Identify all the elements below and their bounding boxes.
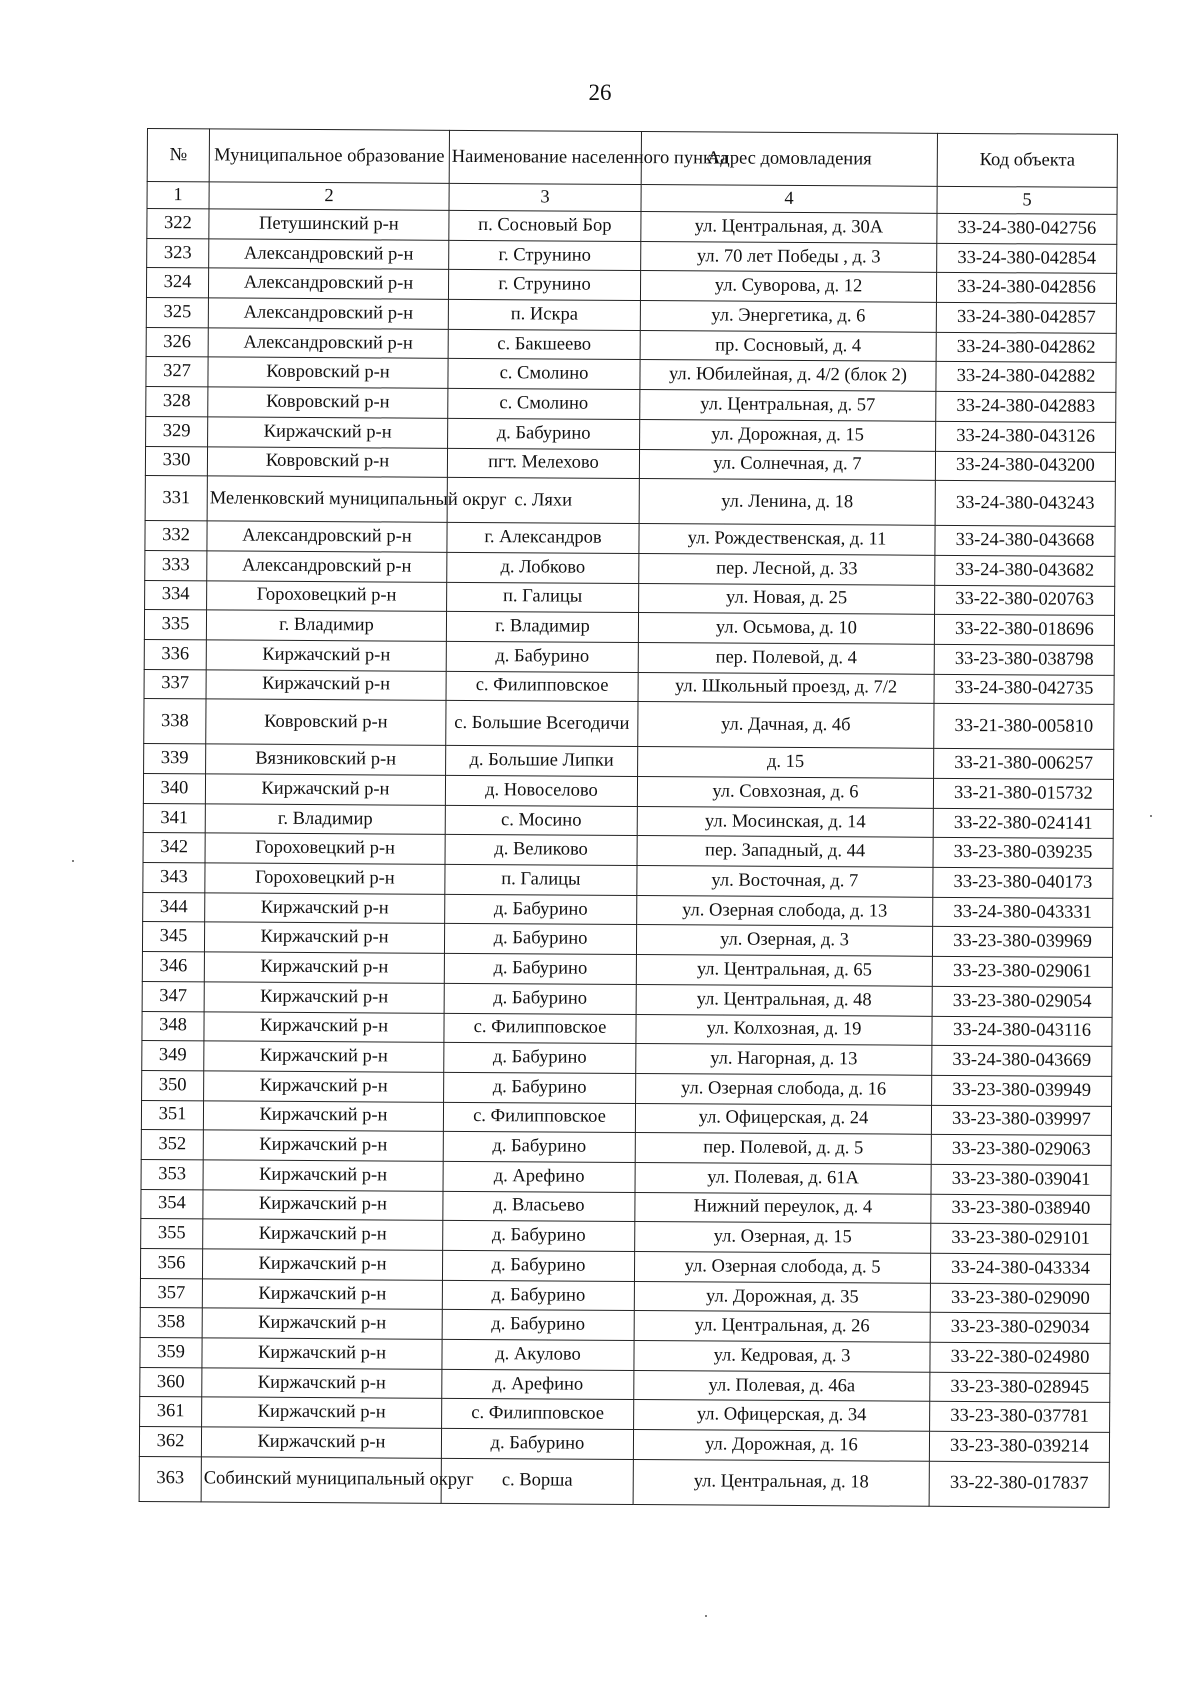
cell-row-number: 363 (139, 1456, 201, 1501)
cell-municipality: Ковровский р-н (208, 387, 448, 418)
cell-object-code: 33-24-380-043243 (935, 481, 1115, 527)
cell-row-number: 341 (143, 803, 205, 833)
cell-municipality: Киржачский р-н (202, 1397, 442, 1428)
cell-settlement: д. Бабурино (443, 1221, 635, 1252)
cell-row-number: 331 (145, 476, 207, 521)
cell-settlement: с. Мосино (445, 805, 637, 836)
cell-address: ул. Дорожная, д. 35 (634, 1281, 930, 1312)
cell-municipality: Киржачский р-н (205, 774, 445, 805)
cell-municipality: г. Владимир (205, 804, 445, 835)
cell-municipality: Киржачский р-н (208, 417, 448, 448)
cell-object-code: 33-23-380-039949 (932, 1075, 1112, 1106)
cell-municipality: Киржачский р-н (205, 893, 445, 924)
cell-municipality: Киржачский р-н (204, 1041, 444, 1072)
cell-object-code: 33-22-380-018696 (934, 615, 1114, 646)
cell-row-number: 342 (143, 833, 205, 863)
cell-row-number: 349 (142, 1041, 204, 1071)
cell-address: ул. Озерная слобода, д. 5 (634, 1251, 930, 1282)
scan-speck (705, 1615, 707, 1617)
cell-municipality: Петушинский р-н (209, 209, 449, 240)
cell-object-code: 33-23-380-029063 (931, 1135, 1111, 1166)
cell-object-code: 33-21-380-006257 (934, 749, 1114, 780)
cell-address: ул. Центральная, д. 57 (640, 390, 936, 421)
cell-object-code: 33-23-380-040173 (933, 867, 1113, 898)
cell-row-number: 340 (143, 773, 205, 803)
cell-address: ул. Школьный проезд, д. 7/2 (638, 672, 934, 703)
cell-settlement: д. Бабурино (441, 1428, 633, 1459)
registry-table-wrapper (139, 128, 1117, 1508)
column-number: 5 (937, 186, 1117, 214)
cell-municipality: Киржачский р-н (204, 1011, 444, 1042)
table-row (139, 1456, 1109, 1507)
cell-row-number: 347 (142, 981, 204, 1011)
cell-row-number: 325 (146, 298, 208, 328)
cell-settlement: с. Ворша (441, 1458, 633, 1504)
cell-row-number: 358 (140, 1308, 202, 1338)
cell-municipality: г. Владимир (206, 610, 446, 641)
column-number: 2 (209, 182, 449, 210)
cell-row-number: 322 (147, 209, 209, 239)
cell-row-number: 360 (140, 1367, 202, 1397)
cell-object-code: 33-24-380-043116 (932, 1016, 1112, 1047)
cell-address: ул. Дачная, д. 4б (638, 702, 934, 749)
cell-address: ул. 70 лет Победы , д. 3 (641, 241, 937, 272)
cell-row-number: 328 (146, 387, 208, 417)
cell-municipality: Киржачский р-н (202, 1279, 442, 1310)
cell-address: ул. Восточная, д. 7 (637, 866, 933, 897)
cell-row-number: 323 (147, 238, 209, 268)
scan-speck (1150, 815, 1152, 817)
cell-settlement: д. Бабурино (448, 418, 640, 449)
cell-settlement: д. Новоселово (445, 775, 637, 806)
cell-object-code: 33-21-380-005810 (934, 704, 1114, 750)
cell-object-code: 33-24-380-042756 (937, 213, 1117, 244)
cell-municipality: Александровский р-н (208, 298, 448, 329)
cell-row-number: 343 (143, 863, 205, 893)
cell-address: ул. Кедровая, д. 3 (634, 1341, 930, 1372)
cell-address: ул. Центральная, д. 65 (636, 955, 932, 986)
cell-row-number: 339 (144, 744, 206, 774)
cell-settlement: д. Великово (445, 835, 637, 866)
cell-row-number: 346 (142, 952, 204, 982)
cell-address: ул. Центральная, д. 48 (636, 984, 932, 1015)
cell-address: ул. Центральная, д. 26 (634, 1311, 930, 1342)
cell-row-number: 345 (142, 922, 204, 952)
cell-object-code: 33-24-380-042883 (936, 391, 1116, 422)
cell-address: ул. Колхозная, д. 19 (636, 1014, 932, 1045)
cell-settlement: с. Филипповское (446, 671, 638, 702)
cell-row-number: 330 (145, 446, 207, 476)
cell-object-code: 33-24-380-042882 (936, 362, 1116, 393)
cell-settlement: д. Бабурино (446, 641, 638, 672)
cell-municipality: Киржачский р-н (204, 1071, 444, 1102)
cell-row-number: 329 (146, 416, 208, 446)
cell-municipality: Киржачский р-н (202, 1338, 442, 1369)
cell-settlement: д. Бабурино (444, 1072, 636, 1103)
cell-object-code: 33-24-380-042857 (936, 302, 1116, 333)
cell-address: ул. Рождественская, д. 11 (639, 524, 935, 555)
cell-municipality: Киржачский р-н (202, 1368, 442, 1399)
cell-row-number: 357 (140, 1278, 202, 1308)
cell-object-code: 33-22-380-020763 (935, 585, 1115, 616)
cell-address: ул. Суворова, д. 12 (640, 271, 936, 302)
cell-municipality: Киржачский р-н (203, 1160, 443, 1191)
registry-table (139, 128, 1118, 1508)
scan-speck (72, 860, 74, 862)
cell-row-number: 335 (144, 610, 206, 640)
cell-row-number: 332 (145, 521, 207, 551)
cell-row-number: 344 (143, 892, 205, 922)
cell-address: пер. Полевой, д. 4 (638, 642, 934, 673)
cell-object-code: 33-21-380-015732 (933, 778, 1113, 809)
cell-settlement: п. Искра (448, 299, 640, 330)
cell-address: ул. Дорожная, д. 15 (640, 419, 936, 450)
cell-settlement: д. Арефино (443, 1161, 635, 1192)
cell-settlement: д. Бабурино (443, 1132, 635, 1163)
cell-settlement: д. Лобково (447, 552, 639, 583)
cell-municipality: Вязниковский р-н (206, 744, 446, 775)
cell-municipality: Киржачский р-н (206, 669, 446, 700)
cell-object-code: 33-23-380-037781 (930, 1402, 1110, 1433)
cell-settlement: г. Александров (447, 523, 639, 554)
cell-settlement: с. Смолино (448, 359, 640, 390)
cell-object-code: 33-23-380-039969 (932, 927, 1112, 958)
cell-row-number: 348 (142, 1011, 204, 1041)
cell-object-code: 33-24-380-043668 (935, 526, 1115, 557)
cell-municipality: Александровский р-н (208, 328, 448, 359)
header-settlement: Наименование населенного пункта (449, 130, 641, 184)
header-municipality: Муниципальное образование (209, 129, 449, 183)
header-address: Адрес домовладения (641, 132, 937, 187)
header-object-code: Код объекта (937, 133, 1117, 187)
cell-object-code: 33-24-380-043331 (933, 897, 1113, 928)
cell-row-number: 337 (144, 669, 206, 699)
cell-municipality: Ковровский р-н (207, 446, 447, 477)
cell-settlement: с. Бакшеево (448, 329, 640, 360)
cell-municipality: Гороховецкий р-н (207, 580, 447, 611)
cell-row-number: 353 (141, 1159, 203, 1189)
cell-settlement: с. Филипповское (443, 1102, 635, 1133)
cell-municipality: Киржачский р-н (202, 1308, 442, 1339)
cell-object-code: 33-23-380-038940 (931, 1194, 1111, 1225)
cell-settlement: п. Галицы (447, 582, 639, 613)
cell-municipality: Киржачский р-н (203, 1100, 443, 1131)
cell-municipality: Гороховецкий р-н (205, 833, 445, 864)
table-row (145, 476, 1115, 527)
cell-settlement: г. Струнино (448, 270, 640, 301)
cell-settlement: с. Большие Всегодичи (446, 701, 638, 747)
cell-address: пр. Сосновый, д. 4 (640, 330, 936, 361)
cell-row-number: 324 (146, 268, 208, 298)
cell-object-code: 33-24-380-042735 (934, 674, 1114, 705)
cell-settlement: д. Бабурино (444, 953, 636, 984)
cell-settlement: п. Галицы (445, 864, 637, 895)
cell-address: ул. Солнечная, д. 7 (639, 449, 935, 480)
cell-address: ул. Полевая, д. 46а (634, 1370, 930, 1401)
cell-object-code: 33-24-380-043200 (935, 451, 1115, 482)
column-number: 4 (641, 185, 937, 214)
cell-row-number: 356 (140, 1248, 202, 1278)
cell-address: ул. Совхозная, д. 6 (637, 777, 933, 808)
cell-address: ул. Полевая, д. 61А (635, 1162, 931, 1193)
cell-settlement: пгт. Мелехово (447, 448, 639, 479)
cell-row-number: 362 (139, 1427, 201, 1457)
cell-settlement: д. Бабурино (442, 1310, 634, 1341)
cell-object-code: 33-23-380-039235 (933, 838, 1113, 869)
cell-address: ул. Озерная слобода, д. 13 (637, 895, 933, 926)
cell-municipality: Собинский муниципальный округ (201, 1457, 441, 1503)
cell-object-code: 33-24-380-042856 (936, 273, 1116, 304)
cell-object-code: 33-23-380-039997 (931, 1105, 1111, 1136)
cell-row-number: 355 (141, 1219, 203, 1249)
cell-address: ул. Энергетика, д. 6 (640, 301, 936, 332)
table-header (147, 129, 1117, 215)
cell-settlement: д. Бабурино (445, 894, 637, 925)
cell-object-code: 33-23-380-039041 (931, 1164, 1111, 1195)
cell-municipality: Киржачский р-н (201, 1427, 441, 1458)
cell-address: ул. Центральная, д. 30А (641, 212, 937, 243)
cell-municipality: Меленковский муниципальный округ (207, 476, 447, 522)
table-row (144, 699, 1114, 750)
cell-object-code: 33-24-380-043682 (935, 555, 1115, 586)
cell-municipality: Киржачский р-н (203, 1130, 443, 1161)
cell-object-code: 33-22-380-024980 (930, 1342, 1110, 1373)
cell-settlement: г. Струнино (449, 240, 641, 271)
cell-municipality: Ковровский р-н (206, 699, 446, 745)
cell-settlement: д. Акулово (442, 1339, 634, 1370)
cell-object-code: 33-23-380-029034 (930, 1313, 1110, 1344)
cell-address: ул. Юбилейная, д. 4/2 (блок 2) (640, 360, 936, 391)
cell-address: ул. Осьмова, д. 10 (638, 613, 934, 644)
cell-address: Нижний переулок, д. 4 (635, 1192, 931, 1223)
cell-address: ул. Мосинская, д. 14 (637, 806, 933, 837)
cell-address: ул. Офицерская, д. 24 (635, 1103, 931, 1134)
cell-row-number: 359 (140, 1338, 202, 1368)
cell-address: ул. Нагорная, д. 13 (636, 1044, 932, 1075)
cell-municipality: Киржачский р-н (204, 952, 444, 983)
cell-municipality: Александровский р-н (207, 521, 447, 552)
cell-row-number: 350 (142, 1070, 204, 1100)
cell-address: пер. Полевой, д. д. 5 (635, 1133, 931, 1164)
cell-settlement: д. Власьево (443, 1191, 635, 1222)
cell-municipality: Киржачский р-н (204, 922, 444, 953)
cell-object-code: 33-24-380-043126 (936, 421, 1116, 452)
page-number: 26 (588, 80, 612, 105)
column-number: 1 (147, 182, 209, 209)
cell-municipality: Киржачский р-н (203, 1219, 443, 1250)
cell-settlement: д. Бабурино (444, 1043, 636, 1074)
cell-row-number: 336 (144, 639, 206, 669)
cell-row-number: 334 (145, 580, 207, 610)
cell-address: ул. Новая, д. 25 (639, 583, 935, 614)
cell-municipality: Киржачский р-н (202, 1249, 442, 1280)
cell-address: д. 15 (638, 747, 934, 778)
cell-row-number: 338 (144, 699, 206, 744)
cell-settlement: п. Сосновый Бор (449, 210, 641, 241)
cell-row-number: 354 (141, 1189, 203, 1219)
table-body (139, 209, 1117, 1508)
cell-object-code: 33-22-380-017837 (929, 1461, 1109, 1507)
cell-settlement: д. Бабурино (444, 983, 636, 1014)
cell-address: пер. Лесной, д. 33 (639, 553, 935, 584)
cell-row-number: 326 (146, 327, 208, 357)
cell-address: ул. Дорожная, д. 16 (633, 1430, 929, 1461)
cell-settlement: г. Владимир (446, 612, 638, 643)
cell-settlement: д. Бабурино (442, 1250, 634, 1281)
cell-object-code: 33-23-380-029101 (931, 1224, 1111, 1255)
cell-municipality: Александровский р-н (207, 551, 447, 582)
cell-address: ул. Озерная, д. 15 (635, 1222, 931, 1253)
header-number: № (147, 129, 209, 182)
cell-address: ул. Центральная, д. 18 (633, 1459, 929, 1506)
cell-municipality: Александровский р-н (208, 268, 448, 299)
cell-municipality: Гороховецкий р-н (205, 863, 445, 894)
cell-object-code: 33-23-380-029061 (932, 956, 1112, 987)
column-number: 3 (449, 183, 641, 211)
cell-settlement: д. Бабурино (442, 1280, 634, 1311)
cell-object-code: 33-22-380-024141 (933, 808, 1113, 839)
cell-row-number: 352 (141, 1130, 203, 1160)
cell-address: ул. Озерная, д. 3 (636, 925, 932, 956)
cell-settlement: с. Ляхи (447, 478, 639, 524)
cell-settlement: д. Большие Липки (446, 746, 638, 777)
cell-object-code: 33-24-380-042854 (937, 243, 1117, 274)
cell-settlement: с. Филипповское (444, 1013, 636, 1044)
cell-object-code: 33-23-380-029090 (930, 1283, 1110, 1314)
cell-object-code: 33-23-380-029054 (932, 986, 1112, 1017)
cell-row-number: 327 (146, 357, 208, 387)
cell-object-code: 33-23-380-039214 (929, 1431, 1109, 1462)
cell-object-code: 33-23-380-038798 (934, 644, 1114, 675)
cell-address: ул. Озерная слобода, д. 16 (636, 1073, 932, 1104)
cell-row-number: 351 (141, 1100, 203, 1130)
cell-settlement: с. Филипповское (442, 1399, 634, 1430)
cell-object-code: 33-24-380-042862 (936, 332, 1116, 363)
cell-municipality: Ковровский р-н (208, 357, 448, 388)
cell-object-code: 33-24-380-043669 (932, 1045, 1112, 1076)
cell-municipality: Александровский р-н (209, 239, 449, 270)
cell-municipality: Киржачский р-н (206, 640, 446, 671)
cell-settlement: д. Арефино (442, 1369, 634, 1400)
cell-municipality: Киржачский р-н (203, 1189, 443, 1220)
cell-row-number: 361 (140, 1397, 202, 1427)
cell-address: ул. Ленина, д. 18 (639, 479, 935, 526)
cell-object-code: 33-23-380-028945 (930, 1372, 1110, 1403)
cell-address: пер. Западный, д. 44 (637, 836, 933, 867)
cell-object-code: 33-24-380-043334 (930, 1253, 1110, 1284)
cell-address: ул. Офицерская, д. 34 (634, 1400, 930, 1431)
cell-municipality: Киржачский р-н (204, 982, 444, 1013)
cell-row-number: 333 (145, 550, 207, 580)
cell-settlement: с. Смолино (448, 388, 640, 419)
cell-settlement: д. Бабурино (444, 924, 636, 955)
